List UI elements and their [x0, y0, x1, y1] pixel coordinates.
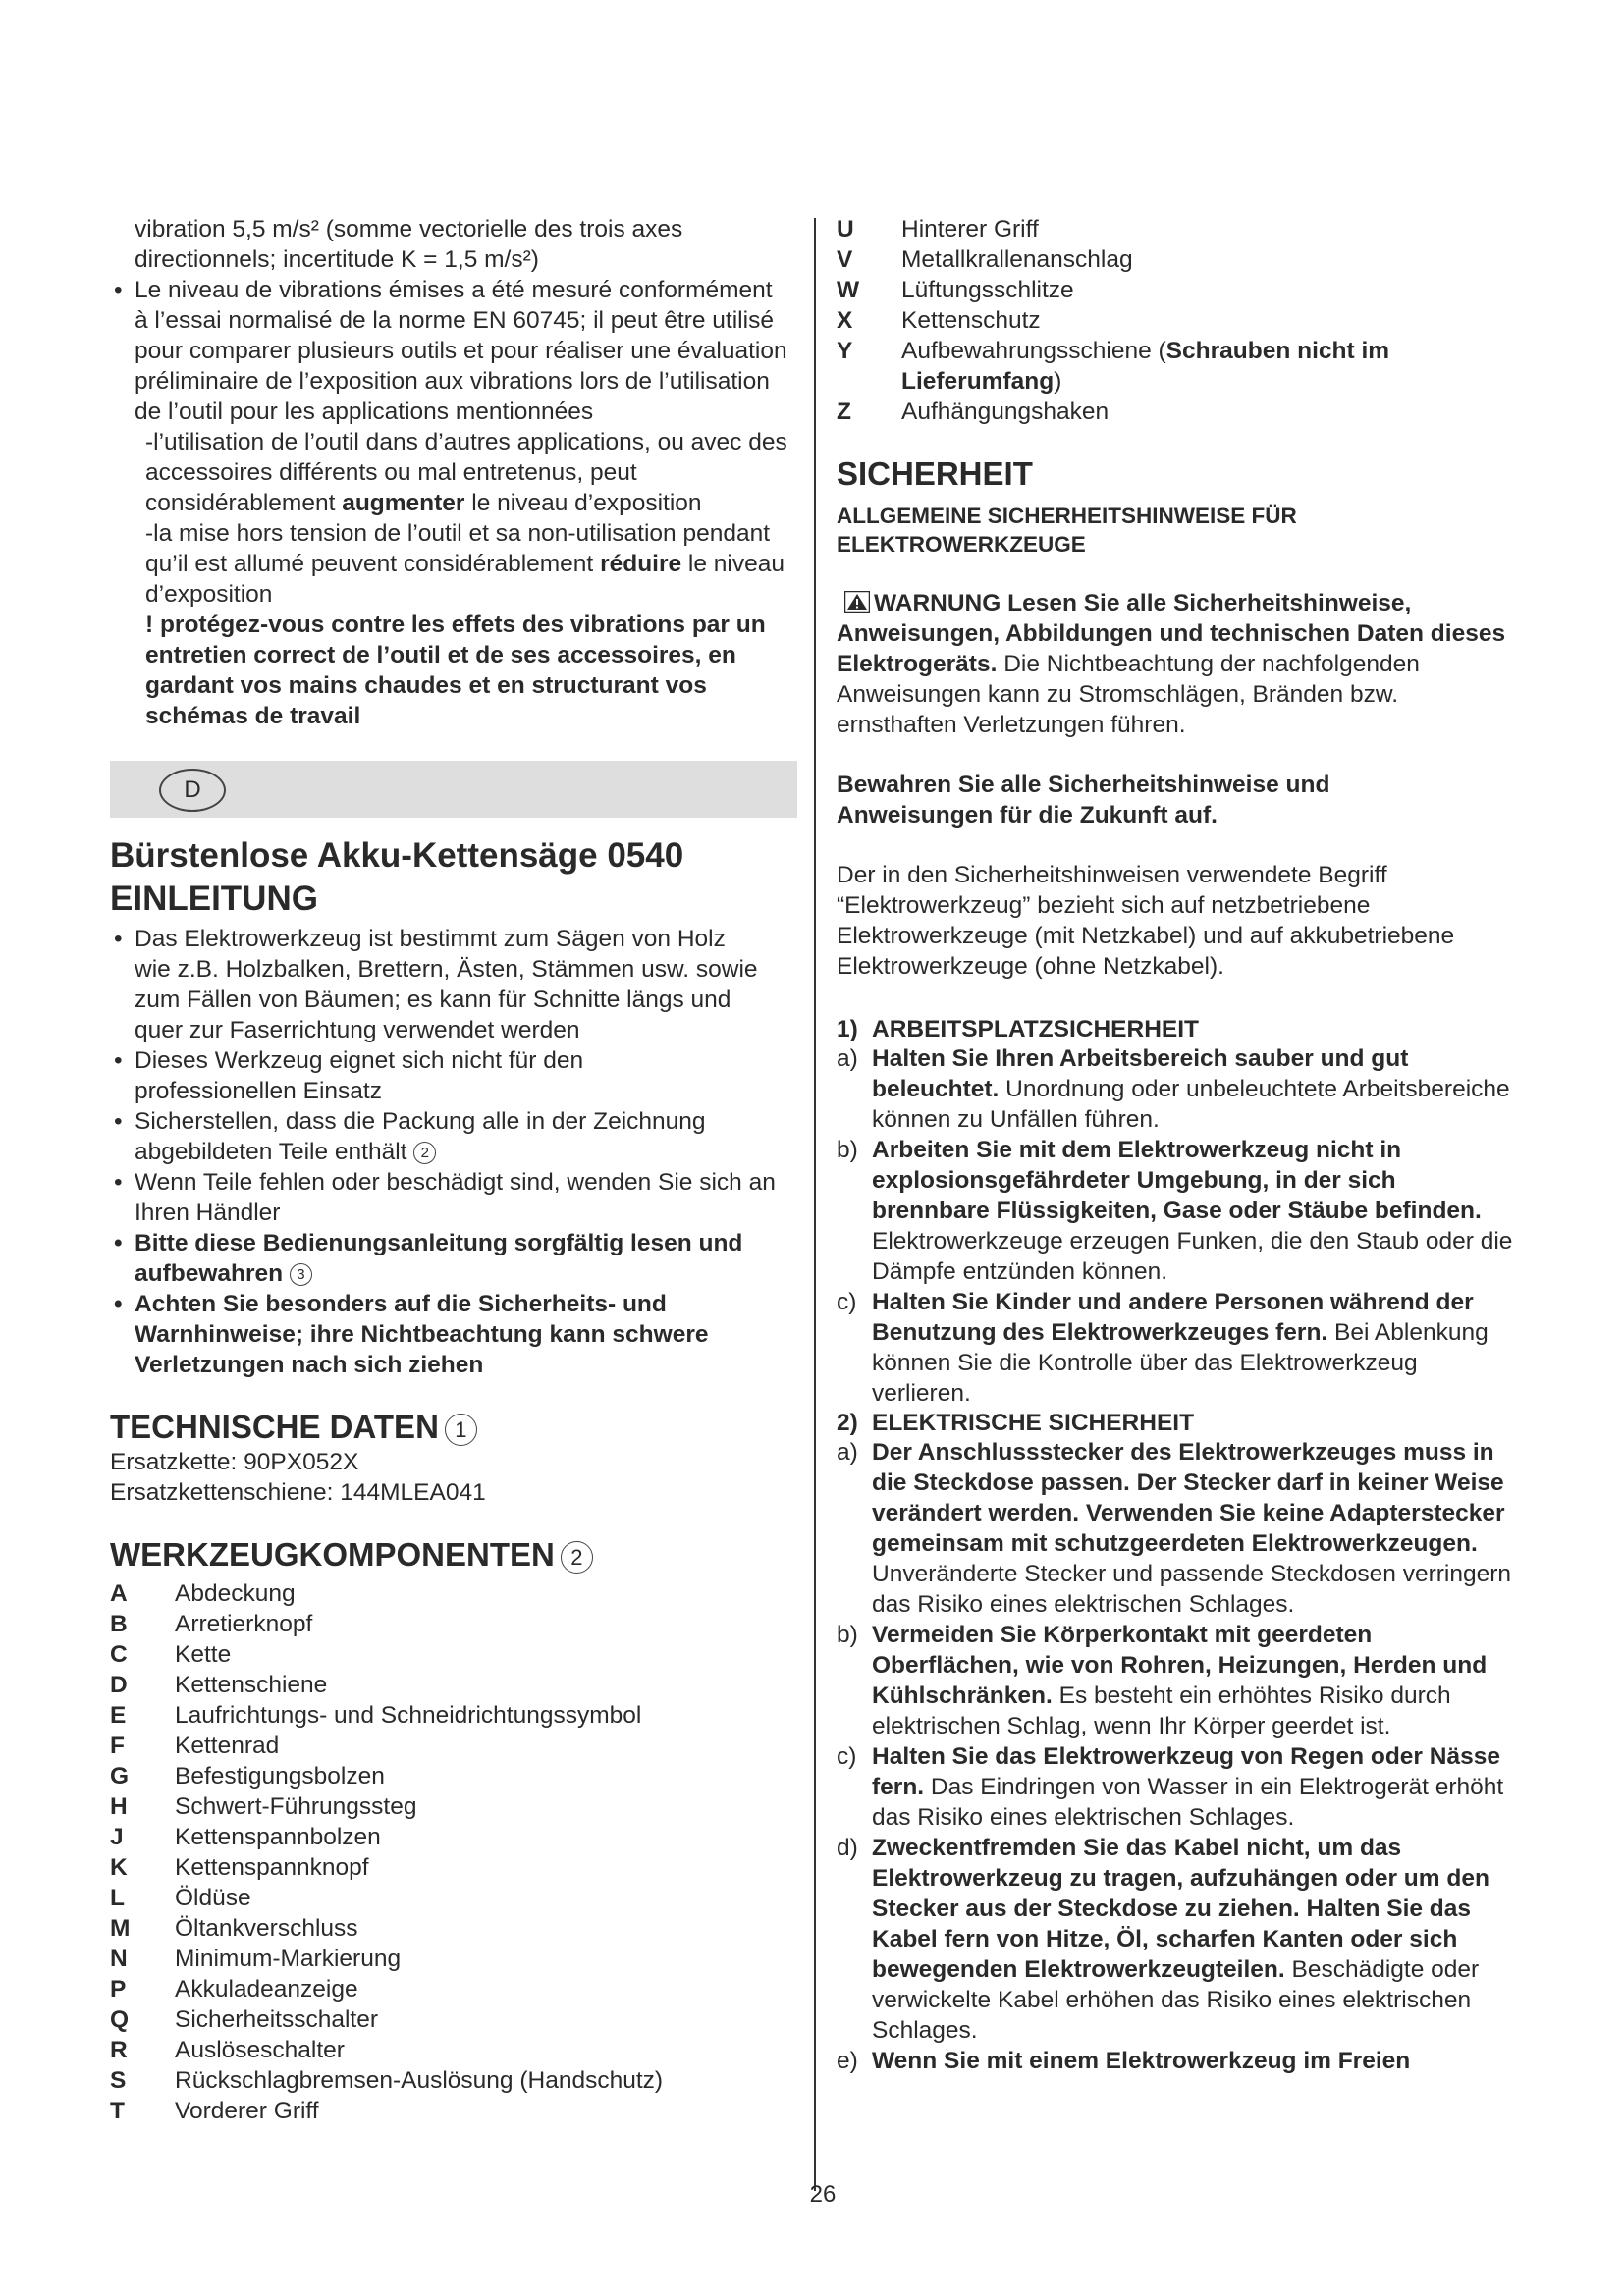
einleitung-bullet-2: • Dieses Werkzeug eignet sich nicht für den professionellen Einsatz: [110, 1045, 797, 1106]
list-item: G Befestigungsbolzen: [110, 1763, 385, 1789]
list-item: V Metallkrallenanschlag: [837, 246, 1133, 273]
components-heading: WERKZEUGKOMPONENTEN 2: [110, 1535, 797, 1575]
reference-2-heading-icon: 2: [561, 1541, 593, 1574]
list-item: B Arretierknopf: [110, 1611, 313, 1637]
components-list: [110, 1578, 797, 2126]
workplace-safety-section: [837, 1015, 1514, 1409]
vibration-sub-increase: -l’utilisation de l’outil dans d’autres applications, ou avec des accessoires différents ou mal entretenus, peut considérablement augmenter le niveau d’exposition: [145, 429, 787, 516]
replacement-bar: Ersatzkettenschiene: 144MLEA041: [110, 1479, 486, 1506]
replacement-chain: Ersatzkette: 90PX052X: [110, 1449, 359, 1475]
product-title: Bürstenlose Akku-Kettensäge 0540: [110, 836, 684, 875]
list-item: c) Halten Sie das Elektrowerkzeug von Regen oder Nässe fern. Das Eindringen von Wasser in ein Elektrogerät erhöht das Risiko eines elektrischen Schlages.: [837, 1743, 1504, 1831]
list-item: a) Der Anschlussstecker des Elektrowerkzeuges muss in die Steckdose passen. Der Stecker darf in keiner Weise verändert werden. Verwenden Sie keine Adapterstecker gemeinsam mit schutzgeerdeten Elektrowerkzeugen. Unveränderte Stecker und passende Steckdosen verringern das Risiko eines elektrischen Schlages.: [837, 1439, 1511, 1618]
list-item: E Laufrichtungs- und Schneidrichtungssymbol: [110, 1702, 642, 1729]
language-mark: D: [159, 769, 226, 812]
list-item: b) Vermeiden Sie Körperkontakt mit geerdeten Oberflächen, wie von Rohren, Heizungen, Herden und Kühlschränken. Es besteht ein erhöhtes Risiko durch elektrischen Schlag, wenn Ihr Körper geerdet ist.: [837, 1622, 1488, 1739]
safety-heading: SICHERHEIT: [837, 455, 1033, 492]
electrical-safety-section: [837, 1409, 1514, 2076]
list-item: P Akkuladeanzeige: [110, 1976, 358, 2002]
einleitung-heading: EINLEITUNG: [110, 880, 318, 918]
list-item: L Öldüse: [110, 1885, 251, 1911]
einleitung-bullet-4: • Wenn Teile fehlen oder beschädigt sind, wenden Sie sich an Ihren Händler: [110, 1167, 797, 1228]
french-vibration-section: [110, 214, 797, 731]
right-column: [837, 214, 1514, 2076]
warning-triangle-icon: [844, 591, 870, 613]
list-item: R Auslöseschalter: [110, 2037, 345, 2063]
list-item: M Öltankverschluss: [110, 1915, 358, 1942]
technical-data-heading: TECHNISCHE DATEN 1: [110, 1408, 797, 1447]
list-item: c) Halten Sie Kinder und andere Personen während der Benutzung des Elektrowerkzeuges fern. Bei Ablenkung können Sie die Kontrolle über das Elektrowerkzeug verlieren.: [837, 1289, 1489, 1407]
einleitung-bullet-5: • Bitte diese Bedienungsanleitung sorgfältig lesen und aufbewahren 3: [110, 1228, 797, 1289]
list-item: U Hinterer Griff: [837, 216, 1039, 242]
einleitung-bullet-1: • Das Elektrowerkzeug ist bestimmt zum Sägen von Holz wie z.B. Holzbalken, Brettern, Ästen, Stämmen usw. sowie zum Fällen von Bäumen; es kann für Schnitte längs und quer zur Faserrichtung verwendet werden: [110, 924, 797, 1045]
list-item: N Minimum-Markierung: [110, 1946, 402, 1972]
reference-3-icon: 3: [290, 1263, 312, 1286]
list-item: S Rückschlagbremsen-Auslösung (Handschutz): [110, 2067, 664, 2094]
vibration-line-1: vibration 5,5 m/s² (somme vectorielle des trois axes: [135, 216, 683, 242]
list-item: W Lüftungsschlitze: [837, 277, 1074, 303]
list-item: A Abdeckung: [110, 1580, 296, 1607]
page-number: 26: [809, 2181, 837, 2208]
general-safety-heading: ALLGEMEINE SICHERHEITSHINWEISE FÜR ELEKTROWERKZEUGE: [837, 504, 1297, 557]
list-item: H Schwert-Führungssteg: [110, 1793, 417, 1820]
vibration-sub-reduce: -la mise hors tension de l’outil et sa non-utilisation pendant qu’il est allumé peuvent considérablement réduire le niveau d’exposition: [145, 520, 785, 608]
list-item: Z Aufhängungshaken: [837, 399, 1110, 425]
list-item: D Kettenschiene: [110, 1672, 328, 1698]
list-item: Q Sicherheitsschalter: [110, 2006, 378, 2033]
list-item: X Kettenschutz: [837, 307, 1041, 334]
warning-paragraph: WARNUNG Lesen Sie alle Sicherheitshinweise, Anweisungen, Abbildungen und technischen Daten dieses Elektrogeräts. Die Nichtbeachtung der nachfolgenden Anweisungen kann zu Stromschlägen, Bränden bzw. ernsthaften Verletzungen führen.: [837, 590, 1506, 738]
column-divider: [814, 218, 816, 2191]
reference-2-icon: 2: [413, 1142, 436, 1164]
list-item: b) Arbeiten Sie mit dem Elektrowerkzeug nicht in explosionsgefährdeter Umgebung, in der sich brennbare Flüssigkeiten, Gase oder Stäube befinden. Elektrowerkzeuge erzeugen Funken, die den Staub oder die Dämpfe entzünden können.: [837, 1137, 1513, 1285]
term-definition: Der in den Sicherheitshinweisen verwendete Begriff “Elektrowerkzeug” bezieht sich auf netzbetriebene Elektrowerkzeuge (mit Netzkabel) und auf akkubetriebene Elektrowerkzeuge (ohne Netzkabel).: [837, 862, 1455, 980]
vibration-bullet: • Le niveau de vibrations émises a été mesuré conformément à l’essai normalisé de la norme EN 60745; il peut être utilisé pour comparer plusieurs outils et pour réaliser une évaluation préliminaire de l’exposition aux vibrations lors de l’utilisation de l’outil pour les applications mentionnées: [110, 275, 797, 427]
list-item: F Kettenrad: [110, 1733, 280, 1759]
list-item: a) Halten Sie Ihren Arbeitsbereich sauber und gut beleuchtet. Unordnung oder unbeleuchtete Arbeitsbereiche können zu Unfällen führen.: [837, 1045, 1510, 1133]
list-item: K Kettenspannknopf: [110, 1854, 369, 1881]
list-item: Y Aufbewahrungsschiene (Schrauben nicht im Lieferumfang): [837, 338, 1390, 395]
list-item: C Kette: [110, 1641, 232, 1668]
einleitung-list: [110, 924, 797, 1380]
einleitung-bullet-3: • Sicherstellen, dass die Packung alle in der Zeichnung abgebildeten Teile enthält 2: [110, 1106, 797, 1167]
section-heading: 2) ELEKTRISCHE SICHERHEIT: [837, 1410, 1195, 1436]
section-heading: 1) ARBEITSPLATZSICHERHEIT: [837, 1016, 1200, 1042]
einleitung-bullet-6: • Achten Sie besonders auf die Sicherheits- und Warnhinweise; ihre Nichtbeachtung kann schwere Verletzungen nach sich ziehen: [110, 1289, 797, 1380]
list-item: e) Wenn Sie mit einem Elektrowerkzeug im Freien: [837, 2048, 1411, 2074]
language-band: [110, 761, 797, 818]
vibration-line-2: directionnels; incertitude K = 1,5 m/s²): [135, 246, 539, 273]
vibration-warning: ! protégez-vous contre les effets des vibrations par un entretien correct de l’outil et de ses accessoires, en gardant vos mains chaudes et en structurant vos schémas de travail: [145, 612, 766, 729]
keep-instructions: Bewahren Sie alle Sicherheitshinweise und Anweisungen für die Zukunft auf.: [837, 772, 1330, 828]
left-column: [110, 214, 797, 2126]
components-list-continued: [837, 214, 1514, 427]
list-item: d) Zweckentfremden Sie das Kabel nicht, um das Elektrowerkzeug zu tragen, aufzuhängen oder um den Stecker aus der Steckdose zu ziehen. Halten Sie das Kabel fern von Hitze, Öl, scharfen Kanten oder sich bewegenden Elektrowerkzeugteilen. Beschädigte oder verwickelte Kabel erhöhen das Risiko eines elektrischen Schlages.: [837, 1835, 1489, 2044]
reference-1-icon: 1: [445, 1414, 477, 1446]
list-item: T Vorderer Griff: [110, 2098, 319, 2124]
list-item: J Kettenspannbolzen: [110, 1824, 381, 1850]
